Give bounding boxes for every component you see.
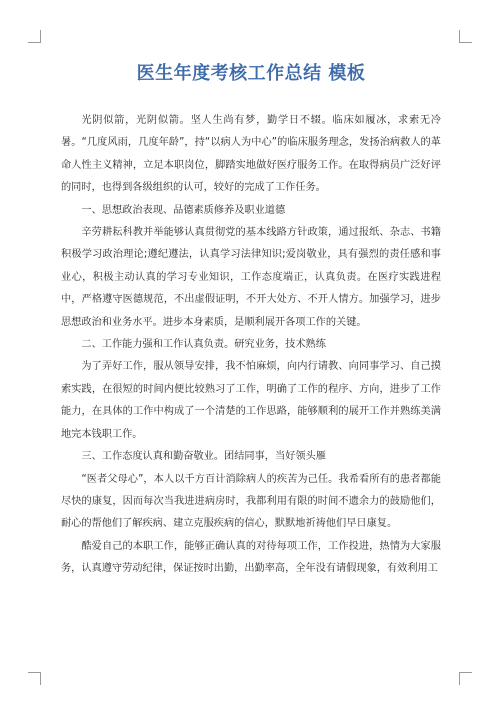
page-corner-mark-top-left <box>28 30 41 43</box>
page-corner-mark-bottom-left <box>28 672 41 685</box>
section-3-paragraph: “医者父母心”，本人以千方百计消除病人的疾苦为己任。我希看所有的患者都能尽快的康复，因而每次当我进进病房时，我都利用有限的时间不遗余力的鼓励他们，耐心的帮他们了解疾病、建立克服疾病的信心，默默地祈祷他们早日康复。 <box>61 473 441 530</box>
section-heading-2: 二、工作能力强和工作认真负责。研究业务，技术熟练 <box>81 339 326 351</box>
document-page <box>61 62 441 581</box>
intro-paragraph: 光阴似箭，光阴似箭。坚人生尚有梦，勤学日不辍。临床如履冰，求索无冷暑。“几度风雨，几度年龄”，持“以病人为中心”的临床服务理念，发扬治病救人的革命人性主义精神，立足本职岗位，脚踏实地做好医疗服务工作。在取得病员广泛好评的同时，也得到各级组织的认可，较好的完成了工作任务。 <box>61 115 441 194</box>
section-heading-3: 三、工作态度认真和勤奋敬业。团结同事，当好领头雁 <box>81 451 326 463</box>
section-1-paragraph: 辛劳耕耘科教并举能够认真贯彻党的基本线路方针政策，通过报纸、杂志、书籍积极学习政治理论;遵纪遵法，认真学习法律知识;爱岗敬业，具有强烈的责任感和事业心，积极主动认真的学习专业知识，工作态度端正，认真负责。在医疗实践进程中，严格遵守医德规范，不出虚假证明，不开大处方、不开人情方。加强学习，进步思想政治和业务水平。进步本身素质，是顺利展开各项工作的关键。 <box>61 227 441 328</box>
page-corner-mark-bottom-right <box>459 672 472 685</box>
page-corner-mark-top-right <box>459 30 472 43</box>
section-3-paragraph-2: 酷爱自己的本职工作，能够正确认真的对待每项工作，工作投进，热情为大家服务，认真遵守劳动纪律，保证按时出勤，出勤率高，全年没有请假现象，有效利用工 <box>61 540 441 575</box>
document-title: 医生年度考核工作总结 模板 <box>136 63 366 84</box>
section-2-paragraph: 为了弄好工作，服从领导安排，我不怕麻烦，向内行请教、向同事学习、自己摸索实践，在很短的时间内便比较熟习了工作，明确了工作的程序、方向，进步了工作能力，在具体的工作中构成了一个清楚的工作思路，能够顺利的展开工作并熟练美满地完本钱职工作。 <box>61 361 441 440</box>
section-heading-1: 一、思想政治表现、品德素质修养及职业道德 <box>81 204 286 216</box>
document-body <box>61 110 441 581</box>
